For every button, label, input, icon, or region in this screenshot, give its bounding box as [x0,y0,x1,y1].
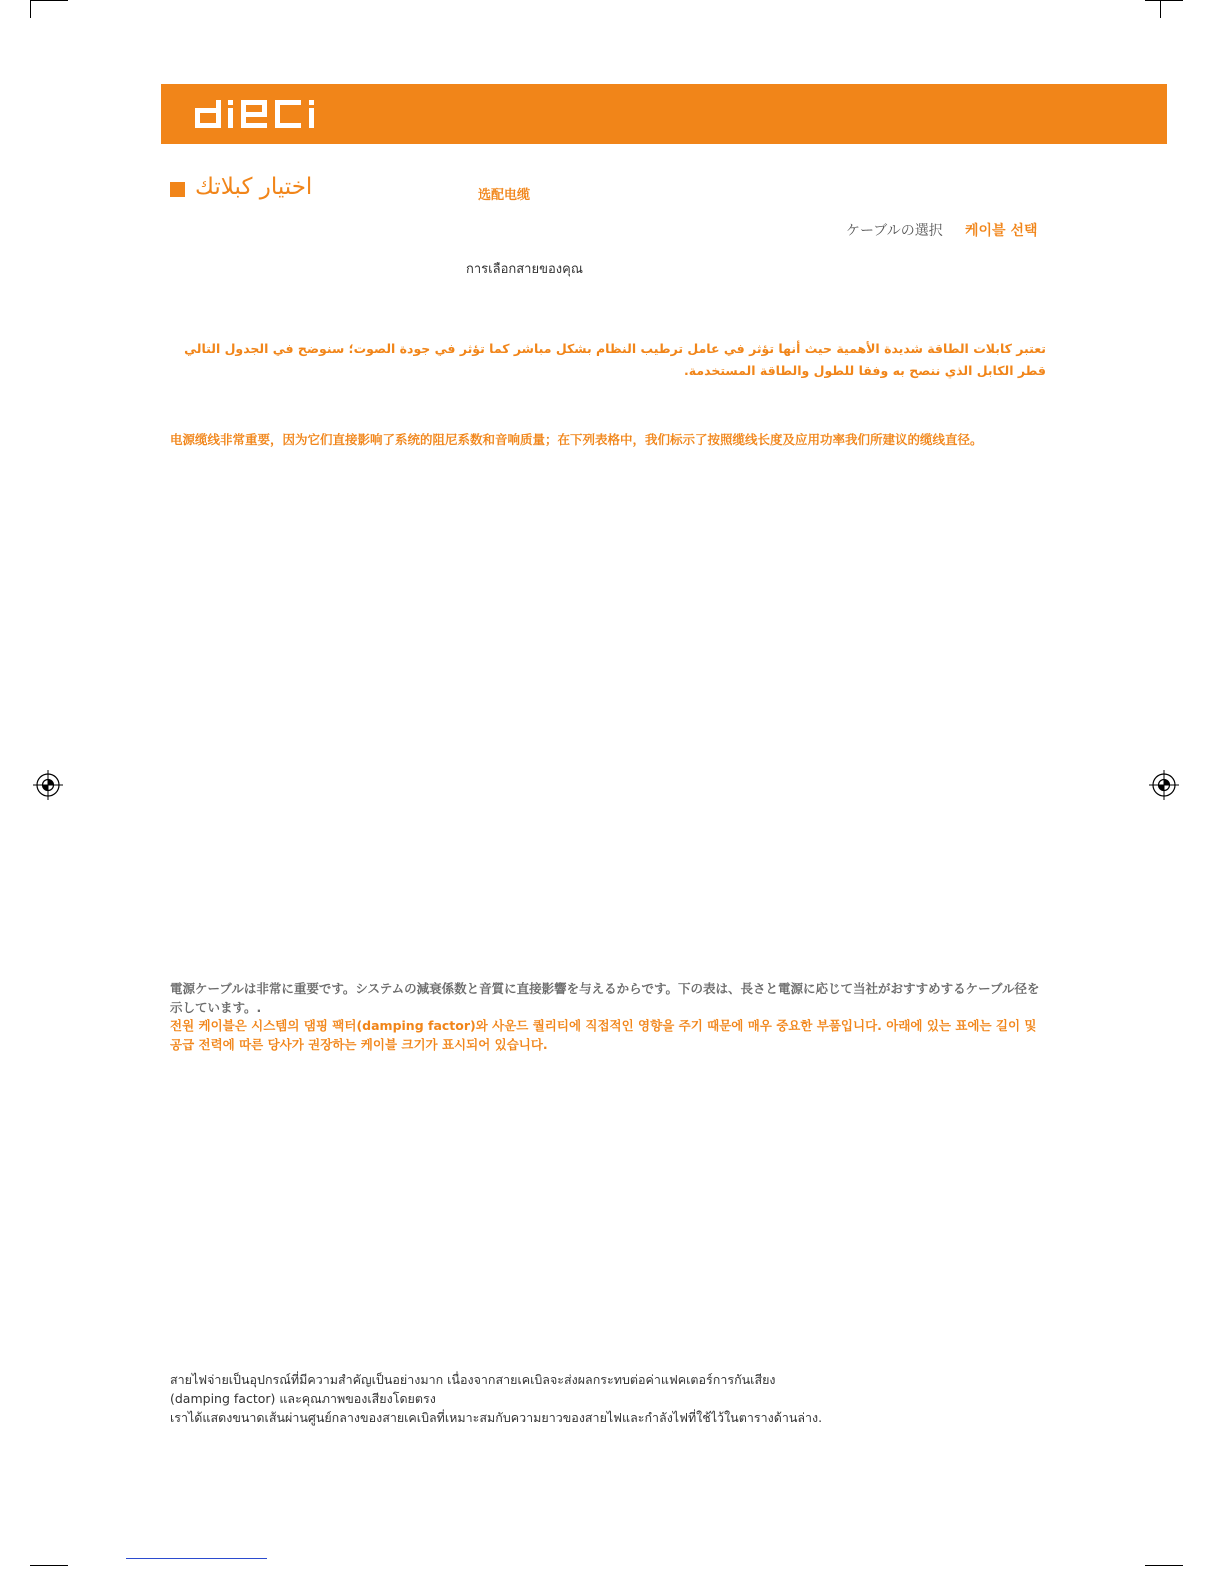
paragraph-chinese: 电源缆线非常重要，因为它们直接影响了系统的阻尼系数和音响质量；在下列表格中，我们标示了按照缆线长度及应用功率我们所建议的缆线直径。 [170,432,983,447]
paragraph-thai-line: เราได้แสดงขนาดเส้นผ่านศูนย์กลางของสายเคเบิลที่เหมาะสมกับความยาวของสายไฟและกำลังไฟที่ใช้ไว้ในตารางด้านล่าง. [170,1410,823,1425]
heading-japanese: ケーブルの選択 [846,223,943,239]
heading-thai: การเลือกสายของคุณ [466,262,583,277]
registration-mark-icon [33,770,63,800]
paragraph-korean: 전원 케이블은 시스템의 댐핑 팩터(damping factor)와 사운드 퀄리티에 직접적인 영향을 주기 때문에 매우 중요한 부품입니다. 아래에 있는 표에는 길이 및 공급 전력에 따른 당사가 권장하는 케이블 크기가 표시되어 있습니다. [170,1018,1037,1052]
registration-mark-icon [1149,770,1179,800]
crop-mark [1160,0,1161,18]
paragraph-thai [170,1370,930,1427]
header-band [161,84,1167,144]
crop-mark [1145,0,1183,1]
heading-korean: 케이블 선택 [965,223,1038,239]
paragraph-japanese: 電源ケーブルは非常に重要です。システムの減衰係数と音質に直接影響を与えるからです。下の表は、長さと電源に応じて当社がおすすめするケーブル径を示しています。. [170,981,1040,1015]
paragraph-arabic: تعتبر كابلات الطاقة شديدة الأهمية حيث أنها تؤثر في عامل ترطيب النظام بشكل مباشر كما تؤثر في جودة الصوت؛ سنوضح في الجدول التالي قطر الكابل الذي ننصح به وفقا للطول والطاقة المستخدمة. [184,341,1046,378]
crop-mark [30,0,68,1]
dieci-logo [195,98,327,130]
crop-mark [1145,1565,1183,1566]
heading-bullet [170,182,185,197]
crop-mark [30,1565,68,1566]
heading-chinese: 选配电缆 [478,188,531,203]
paragraph-thai-line: สายไฟจ่ายเป็นอุปกรณ์ที่มีความสำคัญเป็นอย่างมาก เนื่องจากสายเคเบิลจะส่งผลกระทบต่อค่าแฟคเตอร์การกันเสียง [170,1372,776,1387]
crop-mark [30,0,31,18]
paragraph-thai-line: (damping factor) และคุณภาพของเสียงโดยตรง [170,1391,436,1406]
heading-arabic: اختيار كبلاتك [195,174,313,200]
bottom-rule [126,1558,267,1559]
